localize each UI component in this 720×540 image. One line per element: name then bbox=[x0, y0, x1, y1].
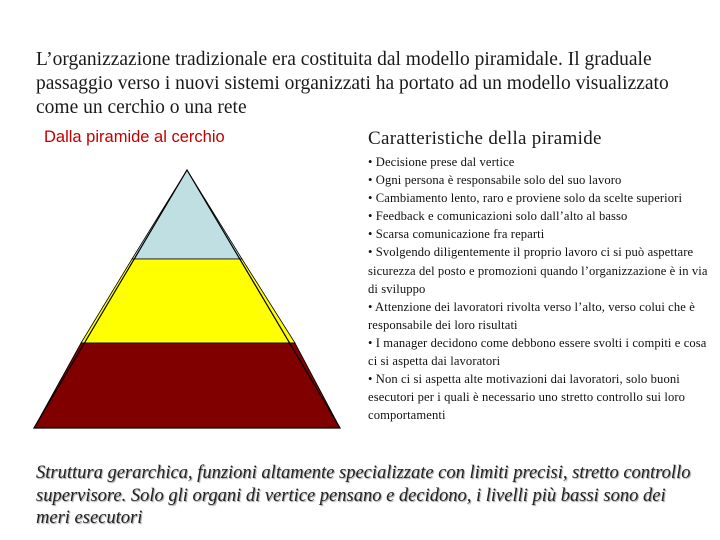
pyramid-top-tier bbox=[132, 170, 242, 259]
characteristics-heading: Caratteristiche della piramide bbox=[368, 128, 602, 149]
pyramid-bottom-tier bbox=[34, 343, 340, 428]
list-item: • Cambiamento lento, raro e proviene solo da scelte superiori bbox=[368, 191, 683, 206]
pyramid-heading: Dalla piramide al cerchio bbox=[44, 128, 225, 146]
list-item: • Svolgendo diligentemente il proprio lavoro ci si può aspettare sicurezza del posto e promozioni quando l’organizzazione è in via di sviluppo bbox=[368, 245, 708, 296]
intro-paragraph: L’organizzazione tradizionale era costituita dal modello piramidale. Il graduale passaggio verso i nuovi sistemi organizzati ha portato ad un modello visualizzato come un cerchio o una rete bbox=[36, 49, 669, 118]
list-item: • Feedback e comunicazioni solo dall’alto al basso bbox=[368, 209, 628, 224]
list-item: • Scarsa comunicazione fra reparti bbox=[368, 227, 545, 242]
list-item: • Decisione prese dal vertice bbox=[368, 155, 515, 169]
list-item: • Ogni persona è responsabile solo del suo lavoro bbox=[368, 173, 622, 188]
list-item: • I manager decidono come debbono essere svolti i compiti e cosa ci si aspetta dai lavoratori bbox=[368, 335, 707, 369]
pyramid-middle-tier bbox=[81, 259, 295, 343]
summary-footer: Struttura gerarchica, funzioni altamente specializzate con limiti precisi, stretto controllo supervisore. Solo gli organi di vertice pensano e decidono, i livelli più bassi sono dei meri esecutori bbox=[36, 463, 691, 528]
list-item: • Non ci si aspetta alte motivazioni dai lavoratori, solo buoni esecutori per i quali è necessario uno stretto controllo sui loro comportamenti bbox=[368, 372, 686, 423]
list-item: • Attenzione dei lavoratori rivolta verso l’alto, verso colui che è responsabile dei loro risultati bbox=[368, 299, 695, 332]
characteristics-list bbox=[368, 153, 708, 424]
